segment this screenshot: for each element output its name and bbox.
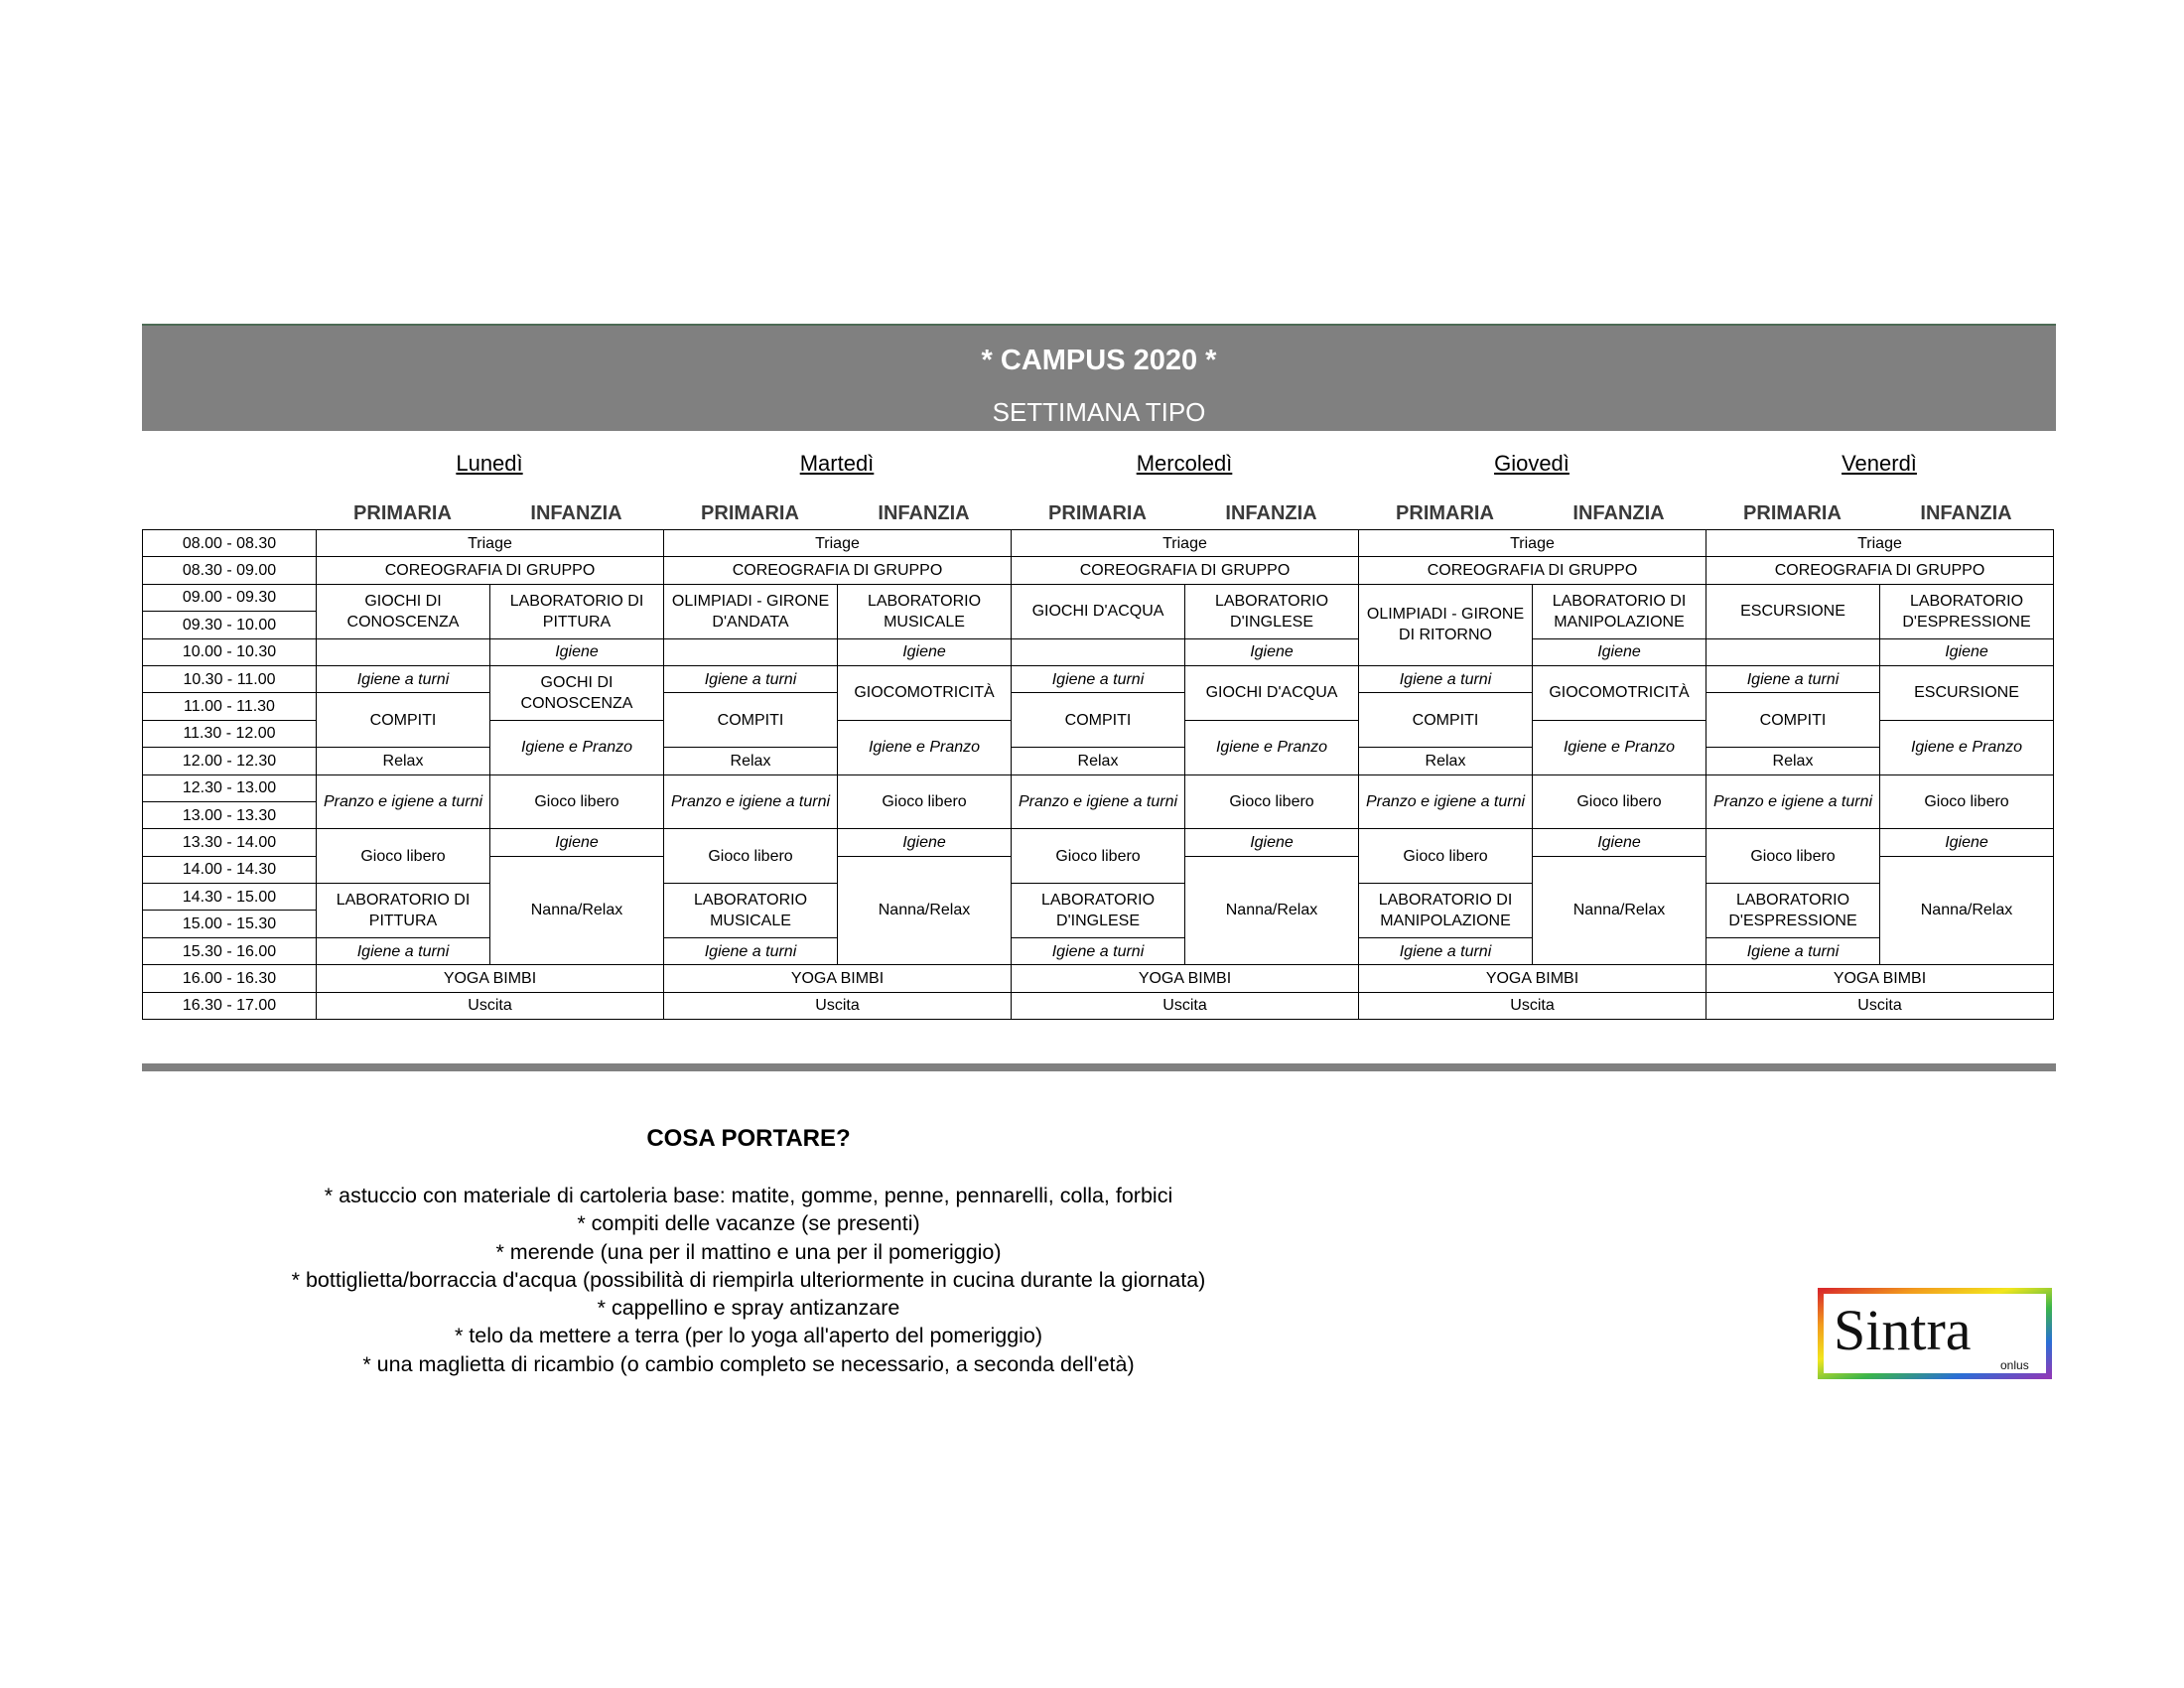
- primaria-igiene-turni: Igiene a turni: [1012, 937, 1185, 964]
- infanzia-nanna: Nanna/Relax: [1185, 856, 1359, 965]
- uscita-cell: Uscita: [317, 992, 664, 1019]
- primaria-igiene-turni: Igiene a turni: [1706, 937, 1880, 964]
- time-slot: 14.00 - 14.30: [143, 856, 317, 883]
- infanzia-igiene: Igiene: [838, 829, 1012, 856]
- yoga-cell: YOGA BIMBI: [1706, 965, 2054, 992]
- time-slot: 13.00 - 13.30: [143, 801, 317, 828]
- list-item: * telo da mettere a terra (per lo yoga all'aperto del pomeriggio): [454, 1324, 1043, 1348]
- yoga-cell: YOGA BIMBI: [1359, 965, 1706, 992]
- primaria-gioco-libero: Gioco libero: [1012, 829, 1185, 884]
- empty-cell: [317, 638, 490, 665]
- primaria-igiene-turni: Igiene a turni: [1359, 937, 1533, 964]
- group-header-primaria: PRIMARIA: [1048, 502, 1147, 524]
- primaria-activity: OLIMPIADI - GIRONE D'ANDATA: [664, 584, 838, 638]
- list-item: * compiti delle vacanze (se presenti): [577, 1211, 920, 1236]
- triage-cell: Triage: [664, 530, 1012, 557]
- time-slot: 12.00 - 12.30: [143, 748, 317, 774]
- yoga-cell: YOGA BIMBI: [664, 965, 1012, 992]
- infanzia-activity: LABORATORIO DI PITTURA: [490, 584, 664, 638]
- logo-tag: onlus: [2000, 1358, 2029, 1372]
- infanzia-gioco-libero: Gioco libero: [1533, 774, 1706, 829]
- primaria-gioco-libero: Gioco libero: [1359, 829, 1533, 884]
- table-row: [143, 530, 2054, 557]
- infanzia-igiene: Igiene: [490, 829, 664, 856]
- infanzia-activity: LABORATORIO D'ESPRESSIONE: [1880, 584, 2054, 638]
- primaria-gioco-libero: Gioco libero: [664, 829, 838, 884]
- group-header-infanzia: INFANZIA: [1572, 502, 1665, 524]
- primaria-compiti: COMPITI: [1706, 693, 1880, 748]
- infanzia-gioco-libero: Gioco libero: [1880, 774, 2054, 829]
- infanzia-nanna: Nanna/Relax: [838, 856, 1012, 965]
- primaria-pranzo: Pranzo e igiene a turni: [317, 774, 490, 829]
- list-item: * astuccio con materiale di cartoleria base: matite, gomme, penne, pennarelli, colla, forbici: [324, 1184, 1173, 1207]
- infanzia-nanna: Nanna/Relax: [490, 856, 664, 965]
- primaria-relax: Relax: [1012, 748, 1185, 774]
- primaria-activity: OLIMPIADI - GIRONE DI RITORNO: [1359, 584, 1533, 665]
- primaria-compiti: COMPITI: [1012, 693, 1185, 748]
- group-header-infanzia: INFANZIA: [1920, 502, 2012, 524]
- infanzia-igiene-pranzo: Igiene e Pranzo: [1533, 720, 1706, 774]
- day-header: Giovedì: [1494, 451, 1570, 476]
- table-row: [143, 992, 2054, 1019]
- page-subtitle: SETTIMANA TIPO: [992, 397, 1206, 427]
- coreografia-cell: COREOGRAFIA DI GRUPPO: [1706, 557, 2054, 584]
- infanzia-igiene-pranzo: Igiene e Pranzo: [1880, 720, 2054, 774]
- triage-cell: Triage: [1706, 530, 2054, 557]
- primaria-igiene-turni: Igiene a turni: [1359, 665, 1533, 692]
- logo-wordmark: Sintra: [1834, 1298, 1972, 1362]
- list-item: * bottiglietta/borraccia d'acqua (possibilità di riempirla ulteriormente in cucina durante la giornata): [291, 1267, 1206, 1292]
- day-header: Martedì: [799, 451, 875, 476]
- time-slot: 11.00 - 11.30: [143, 693, 317, 720]
- primaria-pranzo: Pranzo e igiene a turni: [1706, 774, 1880, 829]
- infanzia-igiene: Igiene: [1533, 638, 1706, 665]
- primaria-igiene-turni: Igiene a turni: [317, 665, 490, 692]
- infanzia-activity: LABORATORIO MUSICALE: [838, 584, 1012, 638]
- list-item: * cappellino e spray antizanzare: [597, 1296, 900, 1321]
- title-band: [142, 324, 2056, 431]
- time-slot: 08.30 - 09.00: [143, 557, 317, 584]
- primaria-relax: Relax: [317, 748, 490, 774]
- weekly-schedule-table: [142, 529, 2054, 1020]
- infanzia-igiene: Igiene: [1533, 829, 1706, 856]
- table-row: [143, 829, 2054, 856]
- infanzia-igiene-pranzo: Igiene e Pranzo: [1185, 720, 1359, 774]
- primaria-relax: Relax: [1706, 748, 1880, 774]
- primaria-igiene-turni: Igiene a turni: [664, 665, 838, 692]
- primaria-laboratorio: LABORATORIO D'INGLESE: [1012, 884, 1185, 938]
- primaria-pranzo: Pranzo e igiene a turni: [664, 774, 838, 829]
- table-row: [143, 693, 2054, 720]
- table-row: [143, 884, 2054, 911]
- triage-cell: Triage: [1012, 530, 1359, 557]
- table-row: [143, 965, 2054, 992]
- time-slot: 13.30 - 14.00: [143, 829, 317, 856]
- primaria-laboratorio: LABORATORIO DI MANIPOLAZIONE: [1359, 884, 1533, 938]
- list-item: * una maglietta di ricambio (o cambio completo se necessario, a seconda dell'età): [362, 1351, 1135, 1376]
- primaria-laboratorio: LABORATORIO D'ESPRESSIONE: [1706, 884, 1880, 938]
- primaria-activity: GIOCHI DI CONOSCENZA: [317, 584, 490, 638]
- uscita-cell: Uscita: [1706, 992, 2054, 1019]
- cosa-portare-list: [0, 1182, 1497, 1378]
- day-header: Venerdì: [1842, 451, 1917, 476]
- group-header-infanzia: INFANZIA: [530, 502, 622, 524]
- day-header: Lunedì: [456, 451, 523, 476]
- primaria-compiti: COMPITI: [664, 693, 838, 748]
- group-header-infanzia: INFANZIA: [1225, 502, 1317, 524]
- uscita-cell: Uscita: [1012, 992, 1359, 1019]
- time-slot: 10.30 - 11.00: [143, 665, 317, 692]
- primaria-compiti: COMPITI: [317, 693, 490, 748]
- triage-cell: Triage: [317, 530, 664, 557]
- page-title: * CAMPUS 2020 *: [981, 345, 1217, 376]
- primaria-igiene-turni: Igiene a turni: [317, 937, 490, 964]
- primaria-compiti: COMPITI: [1359, 693, 1533, 748]
- divider: [142, 1063, 2056, 1071]
- group-header-primaria: PRIMARIA: [1743, 502, 1842, 524]
- infanzia-activity: LABORATORIO DI MANIPOLAZIONE: [1533, 584, 1706, 638]
- cosa-portare-title: COSA PORTARE?: [646, 1125, 851, 1152]
- primaria-gioco-libero: Gioco libero: [1706, 829, 1880, 884]
- yoga-cell: YOGA BIMBI: [317, 965, 664, 992]
- time-slot: 15.30 - 16.00: [143, 937, 317, 964]
- sintra-logo: [1818, 1288, 2052, 1379]
- primaria-gioco-libero: Gioco libero: [317, 829, 490, 884]
- infanzia-igiene: Igiene: [1185, 829, 1359, 856]
- coreografia-cell: COREOGRAFIA DI GRUPPO: [664, 557, 1012, 584]
- infanzia-nanna: Nanna/Relax: [1880, 856, 2054, 965]
- primaria-laboratorio: LABORATORIO MUSICALE: [664, 884, 838, 938]
- empty-cell: [664, 638, 838, 665]
- primaria-pranzo: Pranzo e igiene a turni: [1012, 774, 1185, 829]
- uscita-cell: Uscita: [664, 992, 1012, 1019]
- infanzia-igiene-pranzo: Igiene e Pranzo: [490, 720, 664, 774]
- infanzia-gioco-libero: Gioco libero: [1185, 774, 1359, 829]
- list-item: * merende (una per il mattino e una per il pomeriggio): [495, 1239, 1002, 1264]
- infanzia-activity: GIOCHI D'ACQUA: [1185, 665, 1359, 720]
- infanzia-igiene: Igiene: [1880, 829, 2054, 856]
- table-row: [143, 748, 2054, 774]
- infanzia-activity: ESCURSIONE: [1880, 665, 2054, 720]
- time-slot: 11.30 - 12.00: [143, 720, 317, 747]
- primaria-igiene-turni: Igiene a turni: [1012, 665, 1185, 692]
- primaria-activity: ESCURSIONE: [1706, 584, 1880, 638]
- group-header-infanzia: INFANZIA: [878, 502, 970, 524]
- infanzia-nanna: Nanna/Relax: [1533, 856, 1706, 965]
- coreografia-cell: COREOGRAFIA DI GRUPPO: [1359, 557, 1706, 584]
- day-header: Mercoledì: [1136, 451, 1233, 476]
- time-slot: 15.00 - 15.30: [143, 911, 317, 937]
- primaria-igiene-turni: Igiene a turni: [1706, 665, 1880, 692]
- coreografia-cell: COREOGRAFIA DI GRUPPO: [317, 557, 664, 584]
- group-header-primaria: PRIMARIA: [1396, 502, 1494, 524]
- infanzia-activity: LABORATORIO D'INGLESE: [1185, 584, 1359, 638]
- time-slot: 14.30 - 15.00: [143, 884, 317, 911]
- table-row: [143, 584, 2054, 611]
- primaria-activity: GIOCHI D'ACQUA: [1012, 584, 1185, 638]
- group-header-primaria: PRIMARIA: [701, 502, 799, 524]
- time-slot: 16.30 - 17.00: [143, 992, 317, 1019]
- infanzia-gioco-libero: Gioco libero: [838, 774, 1012, 829]
- time-slot: 09.30 - 10.00: [143, 612, 317, 638]
- primaria-pranzo: Pranzo e igiene a turni: [1359, 774, 1533, 829]
- infanzia-gioco-libero: Gioco libero: [490, 774, 664, 829]
- table-row: [143, 937, 2054, 964]
- triage-cell: Triage: [1359, 530, 1706, 557]
- infanzia-activity: GIOCOMOTRICITÀ: [838, 665, 1012, 720]
- empty-cell: [1012, 638, 1185, 665]
- time-slot: 10.00 - 10.30: [143, 638, 317, 665]
- time-slot: 16.00 - 16.30: [143, 965, 317, 992]
- empty-cell: [1706, 638, 1880, 665]
- primaria-igiene-turni: Igiene a turni: [664, 937, 838, 964]
- primaria-relax: Relax: [664, 748, 838, 774]
- infanzia-igiene: Igiene: [1185, 638, 1359, 665]
- group-header-primaria: PRIMARIA: [353, 502, 452, 524]
- time-slot: 09.00 - 09.30: [143, 584, 317, 611]
- table-row: [143, 638, 2054, 665]
- table-row: [143, 557, 2054, 584]
- infanzia-activity: GIOCOMOTRICITÀ: [1533, 665, 1706, 720]
- primaria-relax: Relax: [1359, 748, 1533, 774]
- infanzia-igiene: Igiene: [1880, 638, 2054, 665]
- infanzia-igiene: Igiene: [490, 638, 664, 665]
- uscita-cell: Uscita: [1359, 992, 1706, 1019]
- coreografia-cell: COREOGRAFIA DI GRUPPO: [1012, 557, 1359, 584]
- yoga-cell: YOGA BIMBI: [1012, 965, 1359, 992]
- infanzia-activity: GOCHI DI CONOSCENZA: [490, 665, 664, 720]
- table-row: [143, 665, 2054, 692]
- table-row: [143, 774, 2054, 801]
- primaria-laboratorio: LABORATORIO DI PITTURA: [317, 884, 490, 938]
- infanzia-igiene-pranzo: Igiene e Pranzo: [838, 720, 1012, 774]
- time-slot: 08.00 - 08.30: [143, 530, 317, 557]
- time-slot: 12.30 - 13.00: [143, 774, 317, 801]
- infanzia-igiene: Igiene: [838, 638, 1012, 665]
